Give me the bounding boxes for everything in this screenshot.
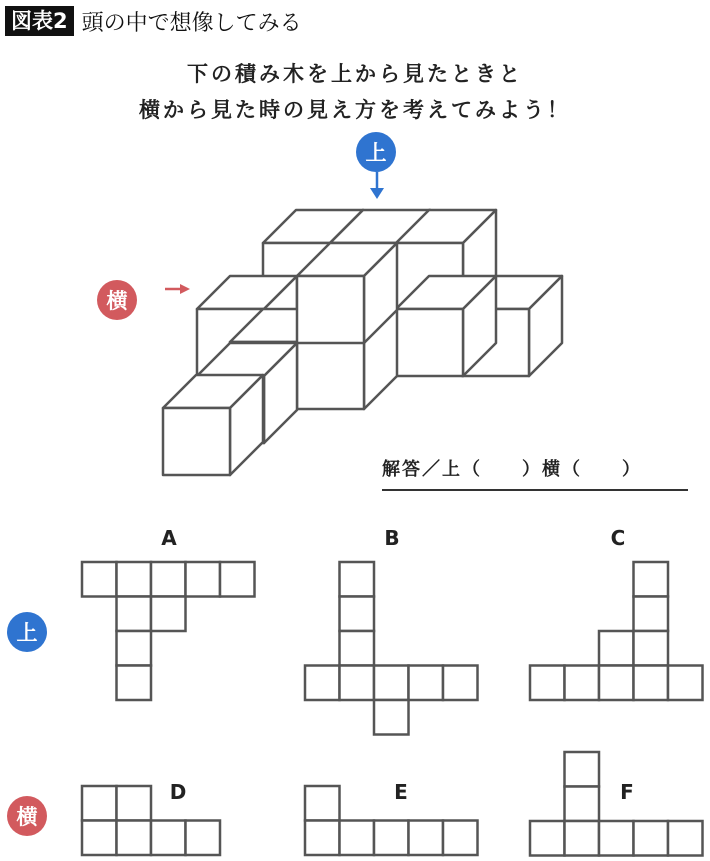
option-a-shape xyxy=(82,562,255,700)
instruction-line-1: 下の積み木を上から見たときと xyxy=(187,62,523,86)
grid-cell xyxy=(530,666,565,701)
answer-line: 解答／上（ ）横（ ） xyxy=(382,455,688,491)
side-view-marker: 横 xyxy=(97,280,137,320)
grid-cell xyxy=(565,821,600,856)
grid-cell xyxy=(340,821,375,856)
block-structure xyxy=(163,210,562,475)
grid-cell xyxy=(634,631,669,666)
figure-tag: 図表2 xyxy=(5,6,74,36)
grid-cell xyxy=(634,562,669,597)
grid-cell xyxy=(599,631,634,666)
side-view-row-marker: 横 xyxy=(7,796,47,836)
grid-cell xyxy=(340,666,375,701)
grid-cell xyxy=(565,666,600,701)
grid-cell xyxy=(599,666,634,701)
grid-cell xyxy=(634,597,669,632)
cube-face xyxy=(163,408,230,475)
cube-face xyxy=(396,309,463,376)
option-f-label: F xyxy=(620,780,634,804)
grid-cell xyxy=(634,666,669,701)
grid-cell xyxy=(186,562,221,597)
cube-face xyxy=(297,276,364,343)
top-view-row-marker: 上 xyxy=(7,612,47,652)
grid-cell xyxy=(530,821,565,856)
cube-face xyxy=(297,342,364,409)
top-arrow-icon xyxy=(370,172,384,199)
grid-cell xyxy=(374,700,409,735)
option-c-shape xyxy=(530,562,703,700)
grid-cell xyxy=(565,752,600,787)
option-e-label: E xyxy=(394,780,408,804)
grid-cell xyxy=(443,666,478,701)
grid-cell xyxy=(599,821,634,856)
grid-cell xyxy=(305,786,340,821)
grid-cell xyxy=(409,821,444,856)
option-b-label: B xyxy=(384,526,400,550)
grid-cell xyxy=(565,787,600,822)
grid-cell xyxy=(220,562,255,597)
grid-cell xyxy=(151,562,186,597)
grid-cell xyxy=(668,821,703,856)
grid-cell xyxy=(340,631,375,666)
option-a-label: A xyxy=(161,526,177,550)
option-d-shape xyxy=(82,786,220,855)
figure-title: 頭の中で想像してみる xyxy=(81,10,302,36)
grid-cell xyxy=(409,666,444,701)
instruction-line-2: 横から見た時の見え方を考えてみよう！ xyxy=(139,98,571,122)
side-arrow-icon xyxy=(165,284,190,294)
top-view-marker: 上 xyxy=(356,132,396,172)
grid-cell xyxy=(374,821,409,856)
grid-cell xyxy=(374,666,409,701)
grid-cell xyxy=(117,597,152,632)
option-b-shape xyxy=(305,562,478,735)
grid-cell xyxy=(117,562,152,597)
grid-cell xyxy=(117,786,152,821)
grid-cell xyxy=(117,666,152,701)
grid-cell xyxy=(117,631,152,666)
grid-cell xyxy=(82,562,117,597)
grid-cell xyxy=(82,821,117,856)
grid-cell xyxy=(305,666,340,701)
option-d-label: D xyxy=(169,780,187,804)
grid-cell xyxy=(151,821,186,856)
grid-cell xyxy=(186,821,221,856)
grid-cell xyxy=(668,666,703,701)
grid-cell xyxy=(151,597,186,632)
grid-cell xyxy=(634,821,669,856)
grid-cell xyxy=(340,597,375,632)
grid-cell xyxy=(82,786,117,821)
grid-cell xyxy=(340,562,375,597)
option-c-label: C xyxy=(610,526,626,550)
grid-cell xyxy=(443,821,478,856)
grid-cell xyxy=(117,821,152,856)
grid-cell xyxy=(305,821,340,856)
